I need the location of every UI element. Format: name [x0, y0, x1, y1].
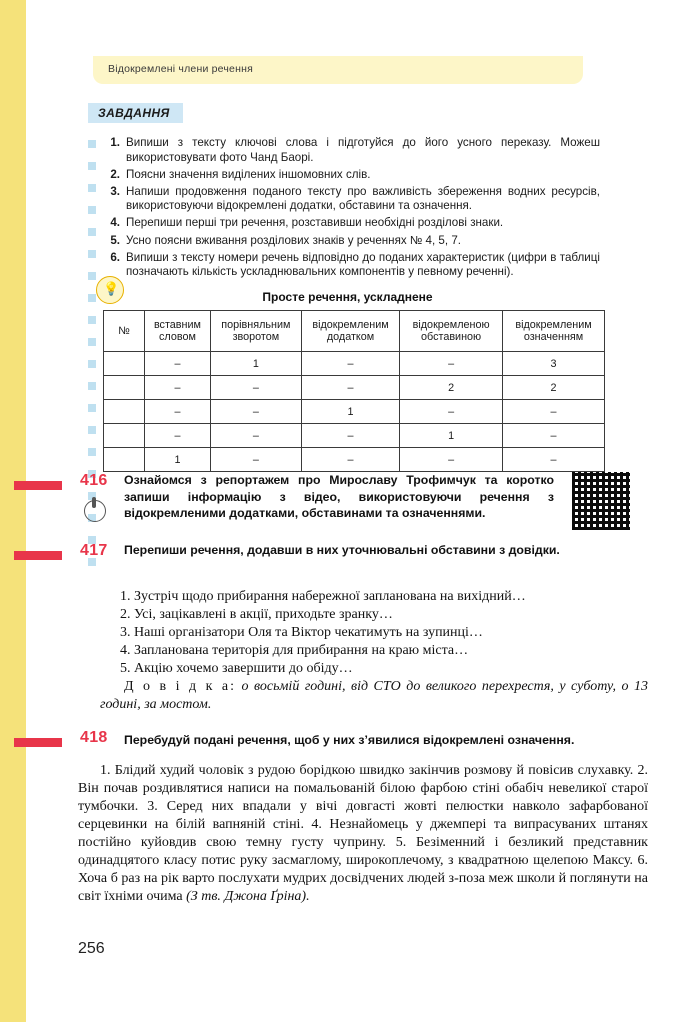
task-text: Поясни значення виділених іншомовних слів.: [126, 167, 371, 181]
exercise-marker-bar: [14, 551, 62, 560]
table-header-cell: відокремленою обставиною: [400, 311, 503, 352]
reference-text: о восьмій годині, від СТО до великого перехрестя, у суботу, о 13 годині, за мостом.: [100, 679, 649, 712]
table-cell: [104, 352, 145, 376]
exercise-number: 417: [80, 542, 108, 559]
list-item: [100, 168, 600, 183]
hand-pointer-icon: [84, 497, 106, 523]
table-cell: –: [145, 352, 211, 376]
task-number: 3.: [110, 184, 120, 198]
task-text: Напиши продовження поданого тексту про важливість збереження водних ресурсів, використовуючи відокремлені додатки, обставини та означення.: [126, 184, 600, 213]
table-cell: –: [503, 424, 605, 448]
list-item: [100, 234, 600, 249]
table-cell: –: [210, 376, 301, 400]
table-row: [104, 352, 605, 376]
table-cell: –: [503, 400, 605, 424]
idea-bulb-icon: 💡: [96, 276, 122, 302]
list-item: [100, 136, 600, 165]
exercise-number: 416: [80, 472, 108, 489]
page-header-title: Відокремлені члени речення: [108, 63, 253, 75]
exercise-417-heading: Перепиши речення, додавши в них уточнювальні обставини з довідки.: [124, 543, 560, 557]
table-cell: [104, 448, 145, 472]
table-row: [104, 448, 605, 472]
table-cell: –: [400, 400, 503, 424]
table-cell: 1: [145, 448, 211, 472]
exercise-417-sentences: [100, 588, 648, 714]
table-cell: –: [145, 424, 211, 448]
table-cell: 1: [210, 352, 301, 376]
table-caption: Просте речення, ускладнене: [262, 290, 433, 304]
task-number: 2.: [110, 167, 120, 181]
table-cell: –: [400, 448, 503, 472]
table-cell: –: [301, 376, 399, 400]
list-item: 4. Запланована територія для прибирання на краю міста…: [120, 643, 469, 658]
table-header-cell: №: [104, 311, 145, 352]
sentence-characteristics-table: [103, 310, 605, 472]
reference-line: [100, 678, 648, 714]
table-cell: [104, 424, 145, 448]
task-section-label: ЗАВДАННЯ: [88, 103, 183, 123]
table-cell: –: [301, 448, 399, 472]
table-cell: –: [145, 376, 211, 400]
task-text: Випиши з тексту номери речень відповідно до поданих характеристик (цифри в таблиці позначають кількість ускладнювальних компонентів у певному реченні).: [126, 250, 600, 279]
exercise-416-heading: Ознайомся з репортажем про Мирославу Трофимчук та коротко запиши інформацію з відео, використовуючи речення з відокремленими додатками, обставинами та означеннями.: [124, 473, 554, 520]
list-item: 5. Акцію хочемо завершити до обіду…: [120, 661, 353, 676]
task-number: 4.: [110, 216, 120, 230]
list-item: 3. Наші організатори Оля та Віктор чекатимуть на зупинці…: [120, 625, 483, 640]
task-number: 5.: [110, 233, 120, 247]
task-number: 6.: [110, 250, 120, 264]
task-list: [100, 136, 600, 282]
table-cell: 3: [503, 352, 605, 376]
table-header-cell: відокремленим означенням: [503, 311, 605, 352]
table-cell: –: [301, 352, 399, 376]
task-number: 1.: [110, 136, 120, 149]
table-cell: [104, 400, 145, 424]
table-header-cell: вставним словом: [145, 311, 211, 352]
table-cell: 1: [400, 424, 503, 448]
left-margin-strip: [0, 0, 26, 1022]
exercise-418-source: (З тв. Джона Ґріна).: [186, 889, 310, 904]
page-number: 256: [78, 940, 105, 957]
table-header-row: [104, 311, 605, 352]
exercise-marker-bar: [14, 738, 62, 747]
table-cell: –: [210, 448, 301, 472]
table-row: [104, 424, 605, 448]
table-cell: 2: [503, 376, 605, 400]
table-cell: 2: [400, 376, 503, 400]
task-text: Перепиши перші три речення, розставивши необхідні розділові знаки.: [126, 216, 504, 230]
table-cell: –: [503, 448, 605, 472]
table-cell: –: [210, 400, 301, 424]
list-item: 2. Усі, зацікавлені в акції, приходьте зранку…: [120, 607, 393, 622]
table-cell: 1: [301, 400, 399, 424]
table-row: [104, 400, 605, 424]
table-cell: –: [301, 424, 399, 448]
exercise-418-text: 1. Блідий худий чоловік з рудою борідкою швидко закінчив розмову й повісив слухавку. 2. Він почав роздивлятися написи на помальованій білою фарбою стіні обабіч невеликої старої тумбочки. 3. Серед них впадали у вічі довгасті жовті пелюстки навколо зафарбованої серцевинки на білій вапняній стіні. 4. Незнайомець у джемпері та випрасуваних штанях постійно куйовдив свою темну густу чуприну. 5. Безіменний і безликий представник одинадцятого класу потис руку засмаглому, широкоплечому, з квадратною щелепою Максу. 6. Хоча б раз на рік варто послухати мудрих досвідчених людей з-поза меж школи й поглянути на світ їхніми очима: [78, 763, 648, 904]
table-cell: –: [400, 352, 503, 376]
exercise-418-body: [78, 762, 648, 906]
table-header-cell: відокремленим додатком: [301, 311, 399, 352]
reference-label: Д о в і д к а:: [124, 679, 237, 694]
list-item: [100, 216, 600, 231]
table-cell: –: [145, 400, 211, 424]
table-cell: [104, 376, 145, 400]
table-row: [104, 376, 605, 400]
exercise-418-heading: Перебудуй подані речення, щоб у них з’явилися відокремлені означення.: [124, 733, 575, 747]
exercise-marker-bar: [14, 481, 62, 490]
task-text: Випиши з тексту ключові слова і підготуйся до його усного переказу. Можеш використовувати фото Чанд Баорі.: [126, 136, 600, 164]
task-text: Усно поясни вживання розділових знаків у реченнях № 4, 5, 7.: [126, 233, 461, 247]
list-item: [100, 185, 600, 214]
exercise-number: 418: [80, 729, 108, 746]
list-item: [100, 251, 600, 280]
table-cell: –: [210, 424, 301, 448]
list-item: 1. Зустріч щодо прибирання набережної запланована на вихідний…: [120, 589, 526, 604]
table-header-cell: порівняльним зворотом: [210, 311, 301, 352]
